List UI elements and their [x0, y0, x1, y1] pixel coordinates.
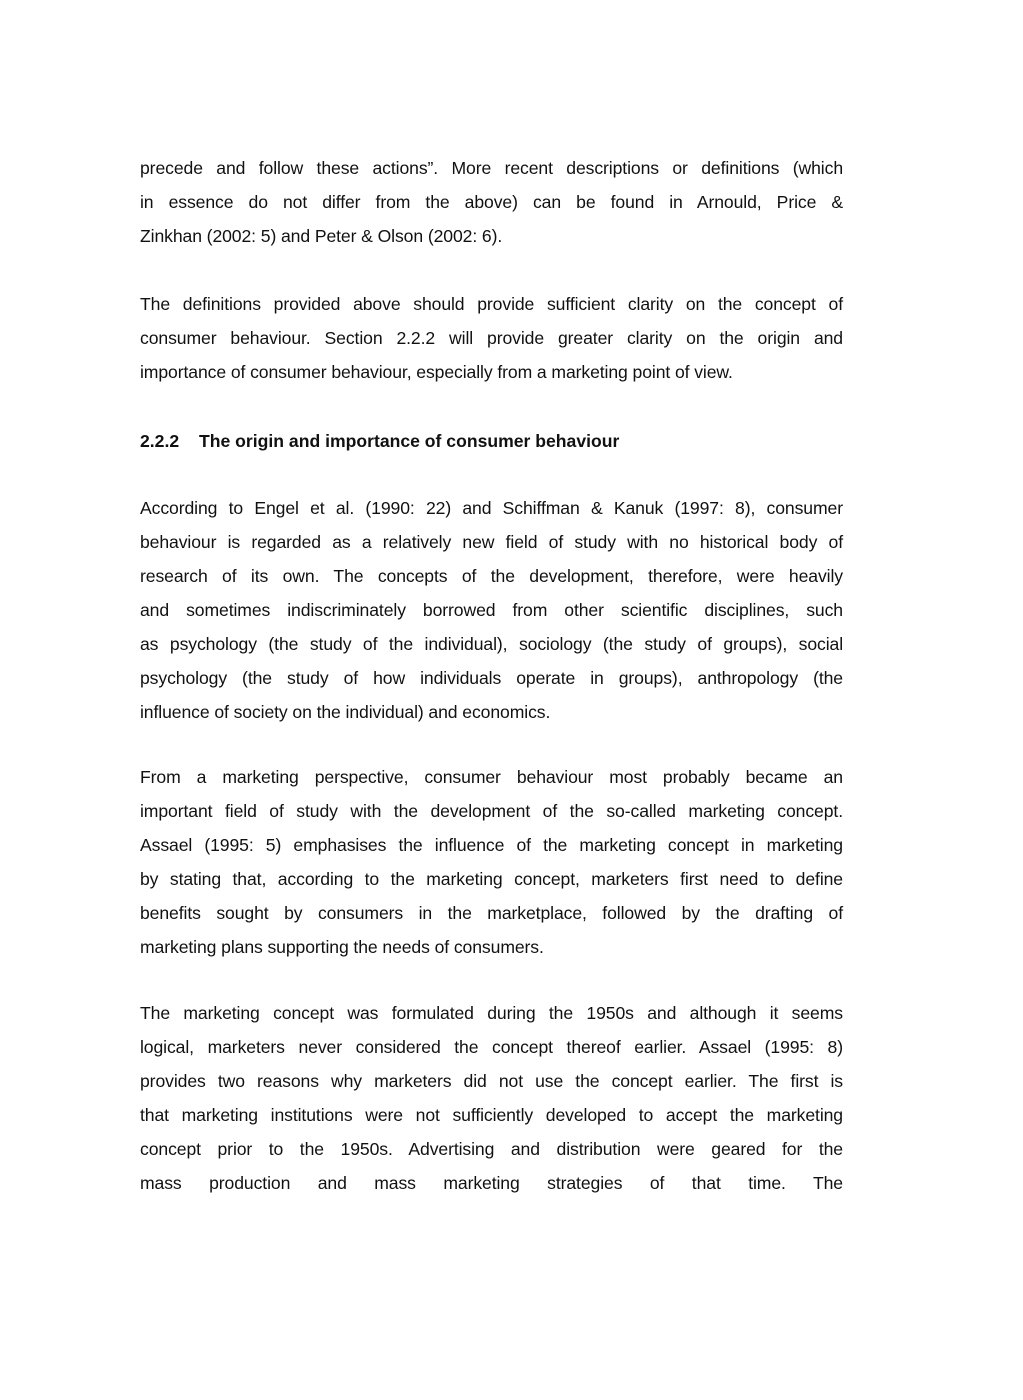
paragraph-5: [140, 996, 843, 1200]
text-line: consumer behaviour. Section 2.2.2 will provide greater clarity on the origin and: [140, 328, 843, 348]
text-line: by stating that, according to the marketing concept, marketers first need to define: [140, 869, 843, 889]
text-line: concept prior to the 1950s. Advertising and distribution were geared for the: [140, 1139, 843, 1159]
section-title: The origin and importance of consumer behaviour: [199, 431, 620, 451]
text-line: precede and follow these actions”. More recent descriptions or definitions (which: [140, 158, 843, 178]
text-line: research of its own. The concepts of the development, therefore, were heavily: [140, 566, 843, 586]
text-line: in essence do not differ from the above) can be found in Arnould, Price &: [140, 192, 843, 212]
text-line: and sometimes indiscriminately borrowed from other scientific disciplines, such: [140, 600, 843, 620]
text-line: According to Engel et al. (1990: 22) and Schiffman & Kanuk (1997: 8), consumer: [140, 498, 843, 518]
section-heading: [140, 424, 619, 458]
text-line: influence of society on the individual) and economics.: [140, 702, 551, 722]
text-line: that marketing institutions were not sufficiently developed to accept the marketing: [140, 1105, 843, 1125]
text-line: Zinkhan (2002: 5) and Peter & Olson (2002: 6).: [140, 226, 503, 246]
text-line: benefits sought by consumers in the marketplace, followed by the drafting of: [140, 903, 843, 923]
text-line: psychology (the study of how individuals operate in groups), anthropology (the: [140, 668, 843, 688]
paragraph-1: [140, 151, 843, 253]
paragraph-3: [140, 491, 843, 729]
text-line: important field of study with the development of the so-called marketing concept.: [140, 801, 843, 821]
text-line: The marketing concept was formulated during the 1950s and although it seems: [140, 1003, 843, 1023]
text-line: marketing plans supporting the needs of consumers.: [140, 937, 544, 957]
section-number: 2.2.2: [140, 431, 180, 451]
text-line: provides two reasons why marketers did not use the concept earlier. The first is: [140, 1071, 843, 1091]
paragraph-4: [140, 760, 843, 964]
text-line: logical, marketers never considered the concept thereof earlier. Assael (1995: 8): [140, 1037, 843, 1057]
text-line: The definitions provided above should provide sufficient clarity on the concept of: [140, 294, 843, 314]
text-line: From a marketing perspective, consumer behaviour most probably became an: [140, 767, 843, 787]
text-line: mass production and mass marketing strategies of that time. The: [140, 1173, 843, 1193]
paragraph-2: [140, 287, 843, 389]
text-line: Assael (1995: 5) emphasises the influence of the marketing concept in marketing: [140, 835, 843, 855]
text-line: behaviour is regarded as a relatively new field of study with no historical body of: [140, 532, 843, 552]
text-line: importance of consumer behaviour, especially from a marketing point of view.: [140, 362, 733, 382]
text-line: as psychology (the study of the individual), sociology (the study of groups), social: [140, 634, 843, 654]
